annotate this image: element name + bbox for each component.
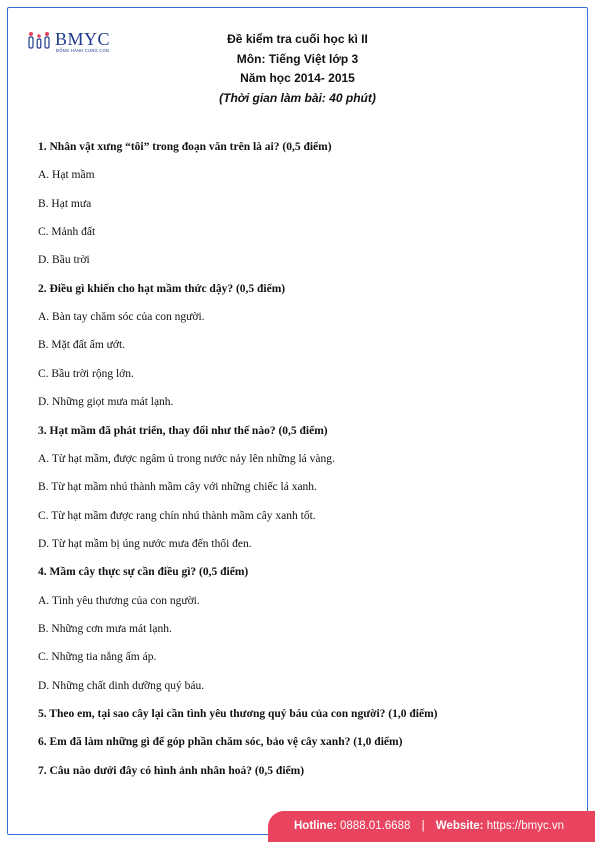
website-link[interactable]: https://bmyc.vn xyxy=(486,820,565,832)
question-4: 4. Mầm cây thực sự cần điều gì? (0,5 điểm) xyxy=(38,566,249,579)
contact-footer xyxy=(268,811,595,842)
footer-separator: | xyxy=(421,820,425,832)
question-2-option-d: D. Những giọt mưa mát lạnh. xyxy=(38,396,174,409)
question-7: 7. Câu nào dưới đây có hình ảnh nhân hoá? (0,5 điểm) xyxy=(38,764,305,777)
question-2-option-c: C. Bầu trời rộng lớn. xyxy=(38,367,134,380)
question-3: 3. Hạt mầm đã phát triển, thay đổi như thế nào? (0,5 điểm) xyxy=(38,424,328,437)
logo-brand: BMYC xyxy=(55,29,111,49)
question-2-option-a: A. Bàn tay chăm sóc của con người. xyxy=(38,311,205,324)
exam-year: Năm học 2014- 2015 xyxy=(240,71,355,85)
hotline-label: Hotline: xyxy=(294,820,337,832)
question-3-option-a: A. Từ hạt mầm, được ngâm ủ trong nước nảy lên những lá vàng. xyxy=(38,452,335,465)
website-label: Website: xyxy=(435,820,484,832)
hotline-number[interactable]: 0888.01.6688 xyxy=(340,820,411,832)
question-3-option-d: D. Từ hạt mầm bị úng nước mưa đến thối đen. xyxy=(38,537,252,550)
question-2-option-b: B. Mặt đất ẩm ướt. xyxy=(38,339,126,352)
logo-tagline: ĐỒNG HÀNH CÙNG CON xyxy=(56,48,110,53)
exam-subject: Môn: Tiếng Việt lớp 3 xyxy=(236,51,359,66)
question-1: 1. Nhân vật xưng “tôi” trong đoạn văn trên là ai? (0,5 điểm) xyxy=(38,141,332,153)
question-2: 2. Điều gì khiến cho hạt mầm thức dậy? (0,5 điểm) xyxy=(38,282,286,295)
question-1-option-a: A. Hạt mầm xyxy=(38,169,95,182)
question-4-option-b: B. Những cơn mưa mát lạnh. xyxy=(38,622,172,635)
question-3-option-b: B. Từ hạt mầm nhú thành mầm cây với những chiếc lá xanh. xyxy=(38,481,317,494)
question-3-option-c: C. Từ hạt mầm được rang chín nhú thành mầm cây xanh tốt. xyxy=(38,509,316,522)
question-1-option-c: C. Mảnh đất xyxy=(38,226,96,239)
question-1-option-b: B. Hạt mưa xyxy=(38,197,92,210)
exam-title: Đề kiểm tra cuối học kì II xyxy=(227,32,368,46)
question-4-option-c: C. Những tia nắng ấm áp. xyxy=(38,651,157,664)
question-1-option-d: D. Bầu trời xyxy=(38,254,90,267)
question-4-option-a: A. Tình yêu thương của con người. xyxy=(38,594,200,607)
question-4-option-d: D. Những chất dinh dưỡng quý báu. xyxy=(38,679,205,692)
exam-duration: (Thời gian làm bài: 40 phút) xyxy=(219,90,376,105)
question-5: 5. Theo em, tại sao cây lại cần tình yêu thương quý báu của con người? (1,0 điểm) xyxy=(38,708,438,720)
question-6: 6. Em đã làm những gì để góp phần chăm sóc, bảo vệ cây xanh? (1,0 điểm) xyxy=(38,736,403,749)
exam-header xyxy=(0,30,595,108)
